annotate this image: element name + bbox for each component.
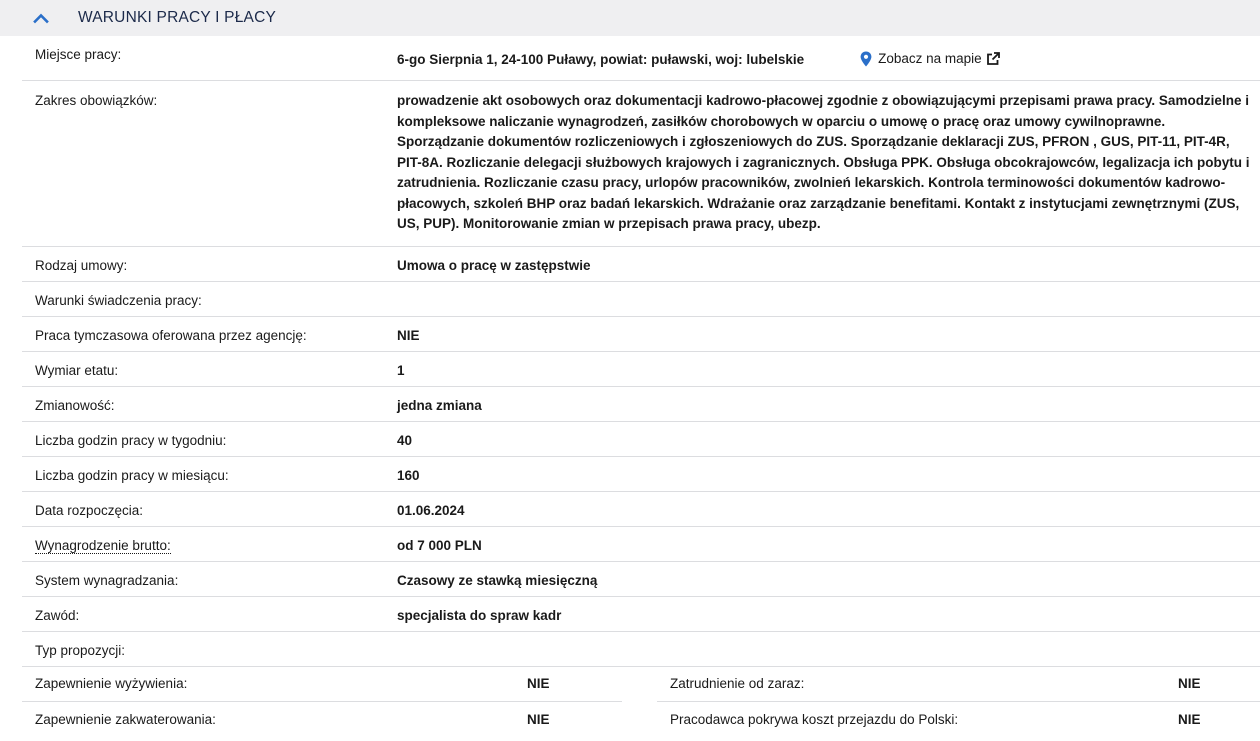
row-offer-type [22, 632, 1260, 667]
travel-item [657, 702, 1260, 737]
fte-label: Wymiar etatu: [35, 363, 119, 378]
details-table [22, 36, 1260, 737]
work-conditions-value [397, 291, 1260, 307]
work-place-label: Miejsce pracy: [35, 47, 122, 62]
row-duties [22, 81, 1260, 247]
offer-type-value [397, 641, 1260, 657]
section-header[interactable] [0, 0, 1260, 36]
hours-month-label: Liczba godzin pracy w miesiącu: [35, 468, 229, 483]
housing-value: NIE [527, 711, 550, 727]
housing-label: Zapewnienie zakwaterowania: [35, 711, 216, 727]
row-work-conditions [22, 282, 1260, 317]
duties-value: prowadzenie akt osobowych oraz dokumentacji kadrowo-płacowej zgodnie z obowiązującymi przepisami prawa pracy. Samodzielne i kompleksowe naliczanie wynagrodzeń, zasiłków chorobowych w oparciu o umowę o pracę oraz umowy cywilnoprawne. Sporządzanie dokumentów rozliczeniowych i zgłoszeniowych do ZUS. Sporządzanie deklaracji ZUS, PFRON , GUS, PIT-11, PIT-4R, PIT-8A. Rozliczanie delegacji służbowych krajowych i zagranicznych. Obsługa PPK. Obsługa obcokrajowców, legalizacja ich pobytu i zatrudnienia. Rozliczanie czasu pracy, urlopów pracowników, zwolnień lekarskich. Kontrola terminowości dokumentów kadrowo-płacowych, szkoleń BHP oraz badań lekarskich. Wdrażanie oraz zarządzanie benefitami. Kontakt z instytucjami zewnętrznymi (ZUS, US, PUP). Monitorowanie zmian w przepisach prawa pracy, ubezp. [397, 93, 1250, 231]
meals-item [22, 667, 622, 702]
show-on-map-link[interactable] [860, 49, 1000, 69]
section-title: WARUNKI PRACY I PŁACY [78, 9, 276, 26]
work-place-address: 6-go Sierpnia 1, 24-100 Puławy, powiat: puławski, woj: lubelskie [397, 51, 805, 67]
agency-label: Praca tymczasowa oferowana przez agencję: [35, 328, 307, 343]
pay-system-label: System wynagradzania: [35, 573, 179, 588]
row-contract-type [22, 247, 1260, 282]
row-start-date [22, 492, 1260, 527]
salary-value: od 7 000 PLN [397, 538, 482, 553]
work-place-value [397, 45, 1260, 71]
row-pay-system [22, 562, 1260, 597]
hours-week-value: 40 [397, 433, 413, 448]
offer-row-2 [22, 702, 1260, 737]
row-fte [22, 352, 1260, 387]
immediate-item [657, 667, 1260, 702]
row-hours-month [22, 457, 1260, 492]
duties-label: Zakres obowiązków: [35, 93, 158, 108]
external-link-icon [986, 52, 1000, 66]
housing-item [22, 702, 622, 737]
shifts-label: Zmianowość: [35, 398, 115, 413]
start-date-value: 01.06.2024 [397, 503, 465, 518]
hours-week-label: Liczba godzin pracy w tygodniu: [35, 433, 227, 448]
row-shifts [22, 387, 1260, 422]
map-pin-icon [860, 51, 872, 67]
show-on-map-label: Zobacz na mapie [878, 51, 982, 66]
salary-label[interactable]: Wynagrodzenie brutto: [35, 538, 171, 553]
chevron-up-icon[interactable] [32, 9, 50, 27]
occupation-label: Zawód: [35, 608, 80, 623]
pay-system-value: Czasowy ze stawką miesięczną [397, 573, 598, 588]
shifts-value: jedna zmiana [397, 398, 482, 413]
contract-type-label: Rodzaj umowy: [35, 258, 128, 273]
immediate-value: NIE [1178, 676, 1201, 691]
row-work-place [22, 36, 1260, 81]
row-hours-week [22, 422, 1260, 457]
work-conditions-label: Warunki świadczenia pracy: [35, 293, 202, 308]
offer-row-1 [22, 667, 1260, 702]
hours-month-value: 160 [397, 468, 420, 483]
contract-type-value: Umowa o pracę w zastępstwie [397, 258, 591, 273]
agency-value: NIE [397, 328, 420, 343]
salary-label-cell [35, 536, 397, 552]
row-agency [22, 317, 1260, 352]
offer-type-label: Typ propozycji: [35, 643, 126, 658]
travel-label: Pracodawca pokrywa koszt przejazdu do Polski: [670, 711, 959, 727]
immediate-label: Zatrudnienie od zaraz: [670, 676, 805, 691]
row-salary [22, 527, 1260, 562]
occupation-value: specjalista do spraw kadr [397, 608, 562, 623]
meals-label: Zapewnienie wyżywienia: [35, 676, 188, 691]
fte-value: 1 [397, 363, 405, 378]
start-date-label: Data rozpoczęcia: [35, 503, 144, 518]
travel-value: NIE [1178, 711, 1201, 727]
meals-value: NIE [527, 676, 550, 691]
row-occupation [22, 597, 1260, 632]
